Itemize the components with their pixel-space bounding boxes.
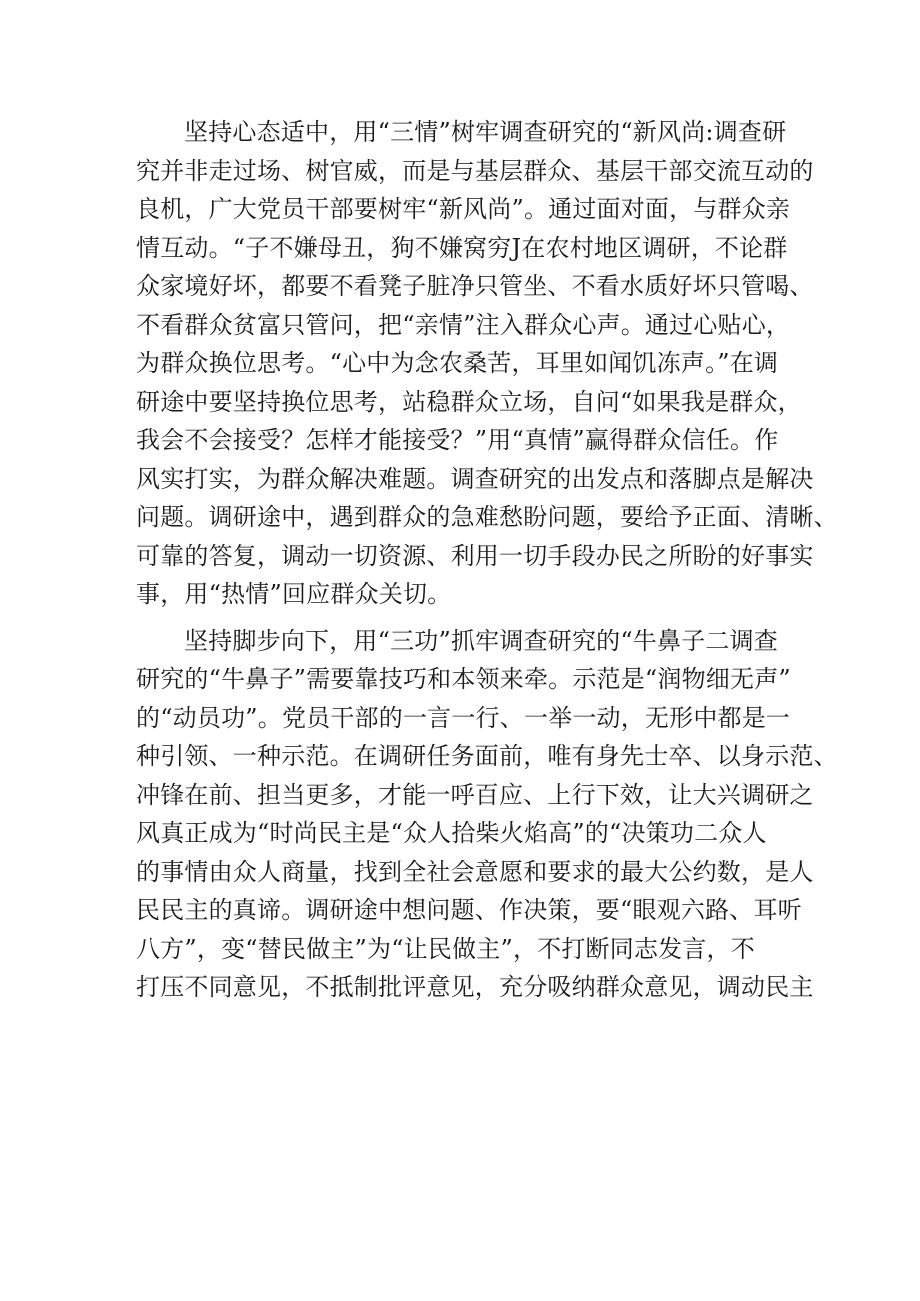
text-line: 为群众换位思考。“心中为念农桑苦，耳里如闻饥冻声。”在调 [136,349,779,377]
paragraph-1 [136,113,838,614]
text-line: 究并非走过场、树官威，而是与基层群众、基层干部交流互动的 [136,156,814,185]
text-line: 民民主的真谛。调研途中想问题、作决策，要“眼观六路、耳听 [136,896,802,924]
text-line: 的“动员功”。党员干部的一言一行、一举一动，无形中都是一 [136,703,791,732]
text-line: 研究的“牛鼻子”需要靠技巧和本领来牵。示范是“润物细无声” [136,665,791,693]
text-line: 研途中要坚持换位思考，站稳群众立场，自问“如果我是群众， [136,387,802,416]
text-line: 打压不同意见，不抵制批评意见，充分吸纳群众意见，调动民主 [136,973,814,1001]
text-line: 众家境好坏，都要不看凳子脏净只管坐、不看水质好坏只管喝、 [136,272,814,300]
text-line: 坚持心态适中，用“三情”树牢调查研究的“新风尚:调查研 [184,118,787,146]
text-line: 冲锋在前、担当更多，才能一呼百应、上行下效，让大兴调研之 [136,780,814,809]
text-line: 情互动。“子不嫌母丑，狗不嫌窝穷J在农村地区调研，不论群 [136,233,788,262]
text-line: 良机，广大党员干部要树牢“新风尚”。通过面对面，与群众亲 [136,195,791,223]
text-line: 八方”，变“替民做主”为“让民做主”，不打断同志发言，不 [136,934,755,963]
text-line: 的事情由众人商量，找到全社会意愿和要求的最大公约数，是人 [136,857,814,886]
text-line: 我会不会接受？怎样才能接受？”用“真情”赢得群众信任。作 [136,426,779,454]
text-line: 问题。调研途中，遇到群众的急难愁盼问题，要给予正面、清晰、 [136,503,838,531]
text-line: 不看群众贫富只管问，把“亲情”注入群众心声。通过心贴心， [136,310,791,339]
text-line: 坚持脚步向下，用“三功”抓牢调查研究的“牛鼻子二调查 [184,626,779,655]
paragraph-2 [136,622,838,1007]
text-line: 风真正成为“时尚民主是“众人拾柴火焰高”的“决策功二众人 [136,819,767,847]
text-line: 风实打实，为群众解决难题。调查研究的出发点和落脚点是解决 [136,464,814,493]
text-line: 可靠的答复，调动一切资源、利用一切手段办民之所盼的好事实 [136,541,814,570]
text-line: 种引领、一种示范。在调研任务面前，唯有身先士卒、以身示范、 [136,742,838,770]
document-body [136,113,838,1015]
text-line: 事，用“热情”回应群众关切。 [136,580,452,608]
